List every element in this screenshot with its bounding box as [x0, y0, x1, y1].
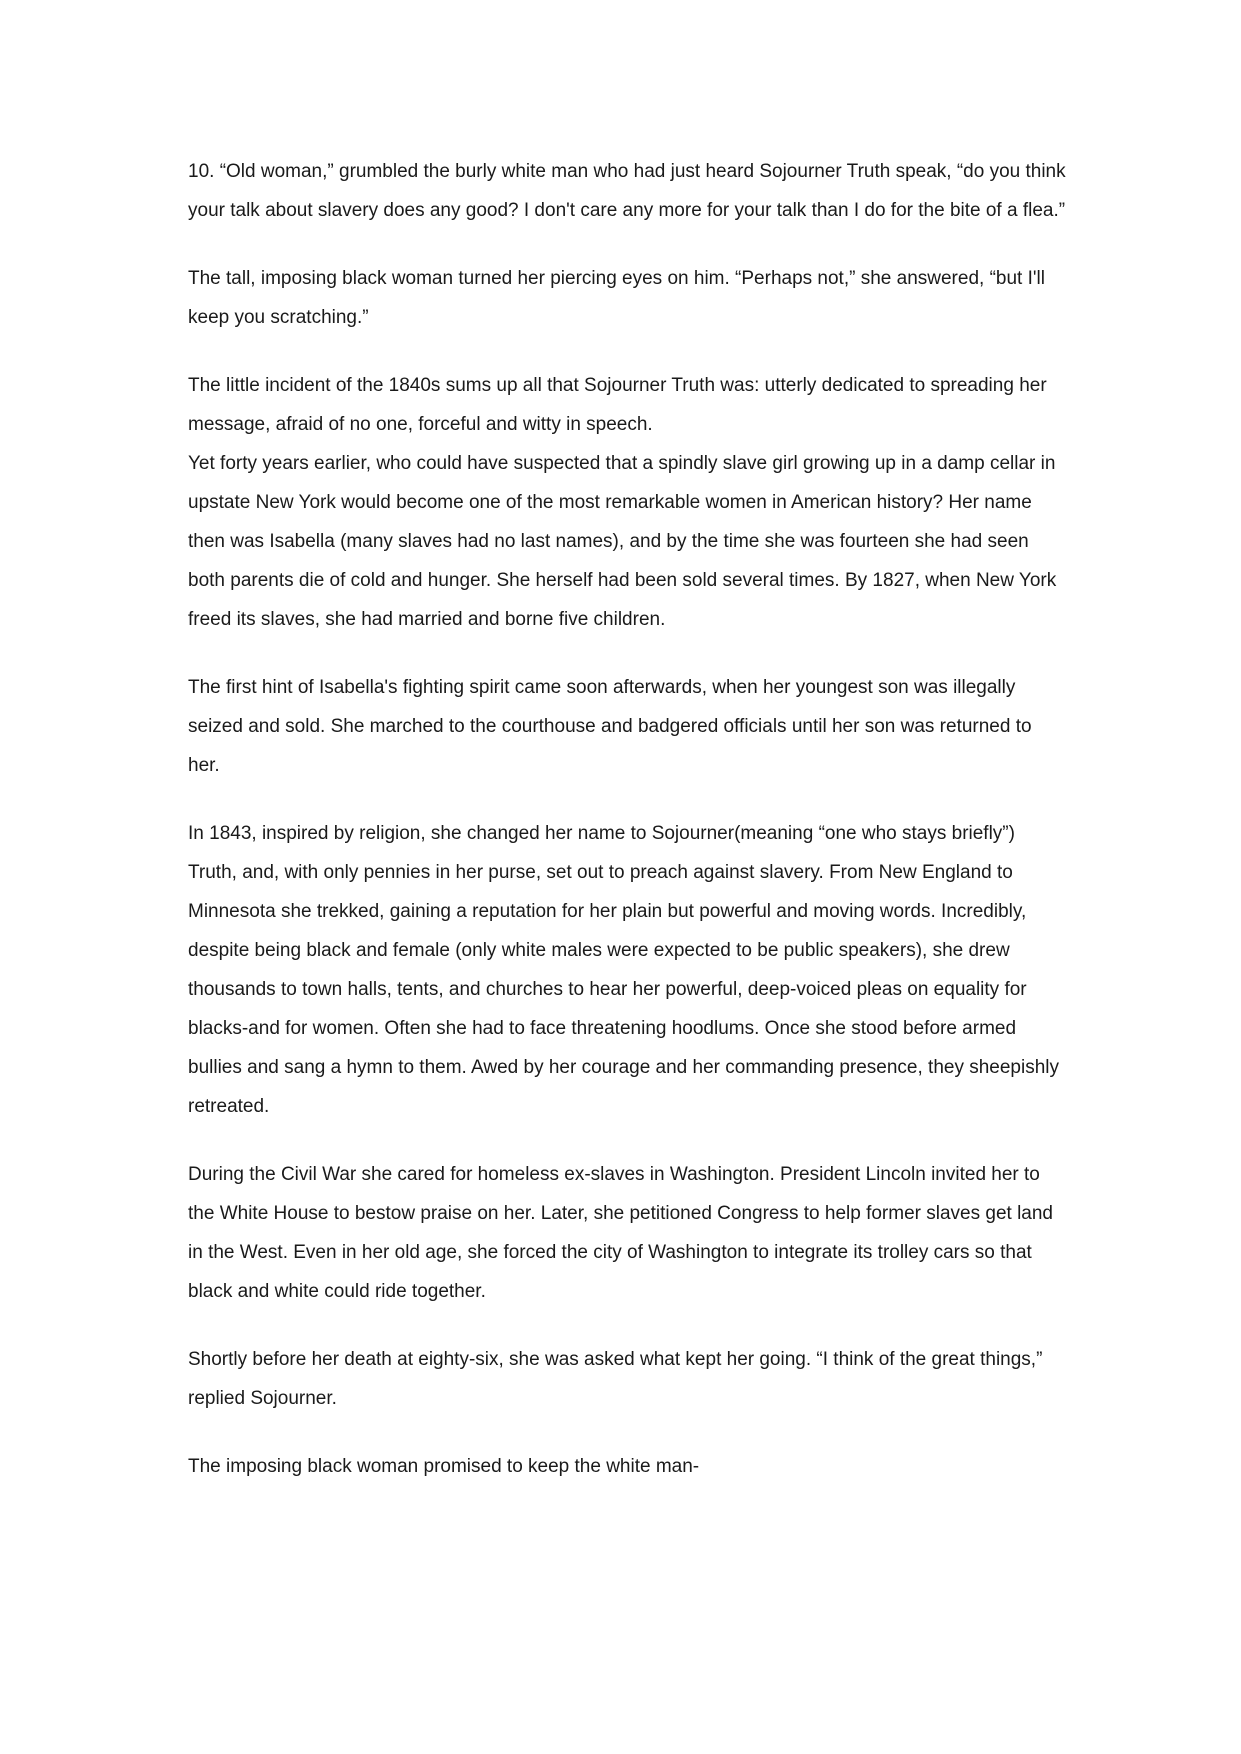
- paragraph-civil-war: During the Civil War she cared for homeless ex-slaves in Washington. President Lincoln invited her to the White House to bestow praise on her. Later, she petitioned Congress to help former slaves get land in the West. Even in her old age, she forced the city of Washington to integrate its trolley cars so that black and white could ride together.: [188, 1164, 1054, 1302]
- paragraph-preaching: In 1843, inspired by religion, she changed her name to Sojourner(meaning “one who stays briefly”) Truth, and, with only pennies in her purse, set out to preach against slavery. From New England to Minnesota she trekked, gaining a reputation for her plain but powerful and moving words. Incredibly, despite being black and female (only white males were expected to be public speakers), she drew thousands to town halls, tents, and churches to hear her powerful, deep-voiced pleas on equality for blacks-and for women. Often she had to face threatening hoodlums. Once she stood before armed bullies and sang a hymn to them. Awed by her courage and her commanding presence, they sheepishly retreated.: [188, 823, 1060, 1117]
- paragraph-fighting-spirit: The first hint of Isabella's fighting spirit came soon afterwards, when her youngest son was illegally seized and sold. She marched to the courthouse and badgered officials until her son was returned to her.: [188, 677, 1032, 776]
- paragraph-old-age: Shortly before her death at eighty-six, she was asked what kept her going. “I think of the great things,” replied Sojourner.: [188, 1349, 1043, 1409]
- document-body: [188, 152, 1068, 1515]
- paragraph-early-life: Yet forty years earlier, who could have suspected that a spindly slave girl growing up in a damp cellar in upstate New York would become one of the most remarkable women in American history? Her name then was Isabella (many slaves had no last names), and by the time she was fourteen she had seen both parents die of cold and hunger. She herself had been sold several times. By 1827, when New York freed its slaves, she had married and borne five children.: [188, 453, 1057, 630]
- paragraph-reply: The tall, imposing black woman turned her piercing eyes on him. “Perhaps not,” she answered, “but I'll keep you scratching.”: [188, 268, 1045, 328]
- paragraph-question-stem: The imposing black woman promised to keep the white man-: [188, 1456, 700, 1477]
- paragraph-incident-summary: The little incident of the 1840s sums up all that Sojourner Truth was: utterly dedicated to spreading her message, afraid of no one, forceful and witty in speech.: [188, 375, 1047, 435]
- paragraph-question-intro: 10. “Old woman,” grumbled the burly white man who had just heard Sojourner Truth speak, “do you think your talk about slavery does any good? I don't care any more for your talk than I do for the bite of a flea.”: [188, 161, 1066, 221]
